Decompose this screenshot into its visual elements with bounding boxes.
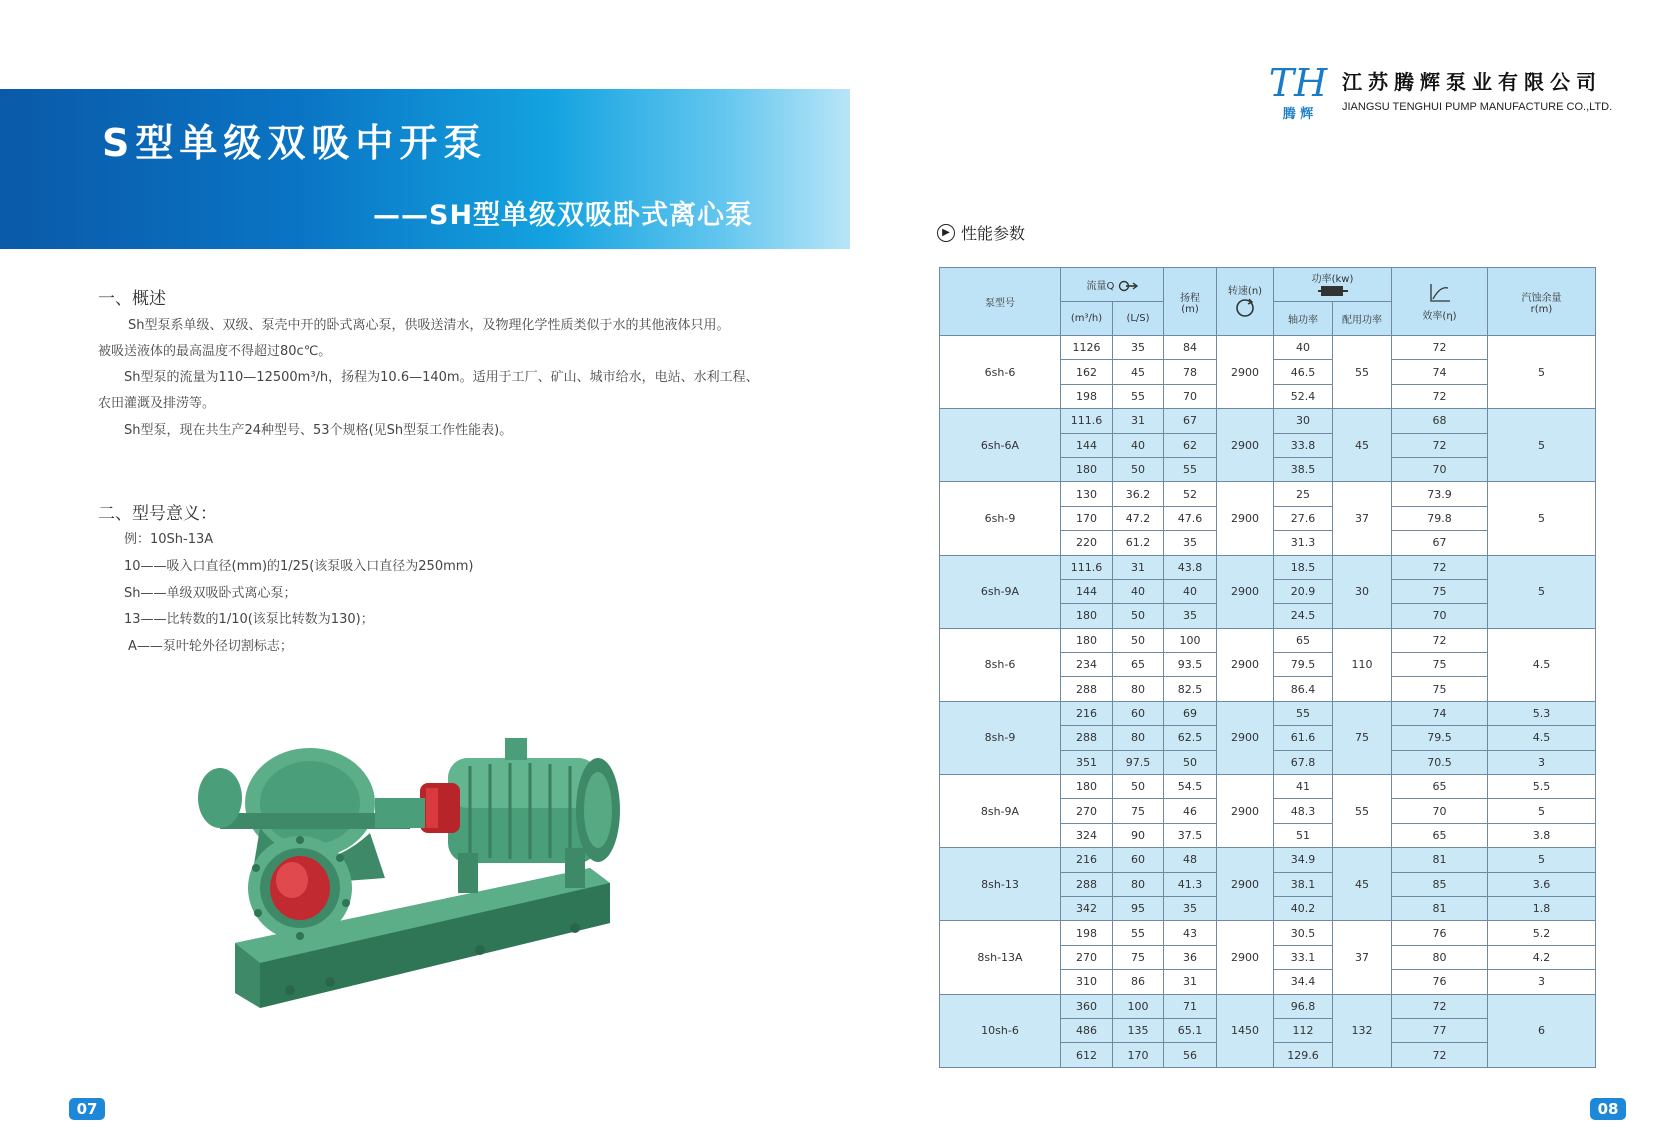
header-model: 泵型号	[940, 268, 1061, 336]
cell-shaft-power: 33.8	[1274, 433, 1333, 457]
cell-flow-ls: 45	[1113, 360, 1164, 384]
cell-head: 82.5	[1164, 677, 1217, 701]
cell-shaft-power: 31.3	[1274, 531, 1333, 555]
table-row	[940, 848, 1596, 872]
cell-efficiency: 79.5	[1392, 726, 1488, 750]
company-name-cn: 江苏腾辉泵业有限公司	[1342, 70, 1602, 94]
cell-flow-ls: 75	[1113, 945, 1164, 969]
cell-flow-ls: 170	[1113, 1043, 1164, 1067]
cell-flow-m3h: 198	[1061, 384, 1113, 408]
cell-shaft-power: 40.2	[1274, 896, 1333, 920]
cell-model: 6sh-6	[940, 336, 1061, 409]
cell-flow-ls: 50	[1113, 457, 1164, 481]
table-row	[940, 994, 1596, 1018]
cell-npsh: 3	[1488, 750, 1596, 774]
cell-shaft-power: 65	[1274, 628, 1333, 652]
cell-flow-m3h: 234	[1061, 653, 1113, 677]
cell-speed: 2900	[1217, 775, 1274, 848]
overview-line: 农田灌溉及排涝等。	[98, 396, 216, 411]
cell-flow-m3h: 612	[1061, 1043, 1113, 1067]
cell-flow-ls: 65	[1113, 653, 1164, 677]
cell-shaft-power: 41	[1274, 775, 1333, 799]
cell-flow-ls: 36.2	[1113, 482, 1164, 506]
cell-flow-ls: 75	[1113, 799, 1164, 823]
cell-flow-ls: 86	[1113, 970, 1164, 994]
cell-shaft-power: 52.4	[1274, 384, 1333, 408]
cell-head: 43.8	[1164, 555, 1217, 579]
cell-flow-m3h: 111.6	[1061, 409, 1113, 433]
efficiency-curve-icon	[1428, 282, 1452, 304]
cell-efficiency: 68	[1392, 409, 1488, 433]
cell-head: 70	[1164, 384, 1217, 408]
cell-efficiency: 65	[1392, 775, 1488, 799]
cell-flow-m3h: 162	[1061, 360, 1113, 384]
cell-shaft-power: 25	[1274, 482, 1333, 506]
cell-shaft-power: 129.6	[1274, 1043, 1333, 1067]
header-efficiency-label: 效率(η)	[1422, 310, 1457, 322]
cell-shaft-power: 33.1	[1274, 945, 1333, 969]
cell-flow-m3h: 111.6	[1061, 555, 1113, 579]
cell-npsh: 5.2	[1488, 921, 1596, 945]
cell-head: 31	[1164, 970, 1217, 994]
cell-speed: 2900	[1217, 336, 1274, 409]
cell-efficiency: 75	[1392, 579, 1488, 603]
cell-head: 69	[1164, 701, 1217, 725]
cell-flow-ls: 55	[1113, 384, 1164, 408]
table-row	[940, 921, 1596, 945]
cell-flow-ls: 31	[1113, 555, 1164, 579]
performance-section-title	[937, 221, 1025, 244]
cell-flow-m3h: 486	[1061, 1018, 1113, 1042]
cell-speed: 2900	[1217, 555, 1274, 628]
cell-npsh: 3.8	[1488, 823, 1596, 847]
cell-head: 54.5	[1164, 775, 1217, 799]
table-header	[940, 268, 1596, 336]
table-row	[940, 409, 1596, 433]
header-efficiency	[1392, 268, 1488, 336]
cell-model: 8sh-9A	[940, 775, 1061, 848]
cell-npsh: 5.3	[1488, 701, 1596, 725]
cell-npsh: 4.5	[1488, 628, 1596, 701]
cell-head: 37.5	[1164, 823, 1217, 847]
overview-heading: 一、概述	[98, 289, 166, 309]
cell-flow-m3h: 144	[1061, 579, 1113, 603]
cell-shaft-power: 24.5	[1274, 604, 1333, 628]
cell-shaft-power: 20.9	[1274, 579, 1333, 603]
cell-shaft-power: 30	[1274, 409, 1333, 433]
cell-motor-power: 45	[1333, 848, 1392, 921]
cell-efficiency: 81	[1392, 896, 1488, 920]
company-name-en: JIANGSU TENGHUI PUMP MANUFACTURE CO.,LTD.	[1342, 101, 1613, 113]
cell-head: 36	[1164, 945, 1217, 969]
cell-motor-power: 55	[1333, 775, 1392, 848]
cell-npsh: 5	[1488, 799, 1596, 823]
cell-efficiency: 80	[1392, 945, 1488, 969]
table-row	[940, 628, 1596, 652]
cell-head: 93.5	[1164, 653, 1217, 677]
cell-speed: 2900	[1217, 409, 1274, 482]
cell-flow-m3h: 180	[1061, 628, 1113, 652]
page-number-left: 07	[69, 1098, 105, 1120]
overview-line: 被吸送液体的最高温度不得超过80c℃。	[98, 344, 332, 359]
cell-model: 8sh-13A	[940, 921, 1061, 994]
cell-flow-m3h: 144	[1061, 433, 1113, 457]
header-npsh-label: 汽蚀余量	[1521, 292, 1562, 304]
cell-efficiency: 72	[1392, 555, 1488, 579]
cell-motor-power: 55	[1333, 336, 1392, 409]
cell-efficiency: 67	[1392, 531, 1488, 555]
cell-efficiency: 73.9	[1392, 482, 1488, 506]
rotation-icon	[1234, 297, 1256, 319]
cell-flow-m3h: 351	[1061, 750, 1113, 774]
page-subtitle: ——SH型单级双吸卧式离心泵	[373, 200, 754, 231]
cell-speed: 1450	[1217, 994, 1274, 1067]
cell-npsh: 1.8	[1488, 896, 1596, 920]
cell-motor-power: 45	[1333, 409, 1392, 482]
cell-motor-power: 132	[1333, 994, 1392, 1067]
cell-npsh: 5	[1488, 848, 1596, 872]
header-shaft-power: 轴功率	[1274, 302, 1333, 336]
cell-efficiency: 75	[1392, 653, 1488, 677]
cell-motor-power: 37	[1333, 921, 1392, 994]
cell-head: 48	[1164, 848, 1217, 872]
chevron-right-icon: ▶	[937, 224, 955, 242]
cell-npsh: 5.5	[1488, 775, 1596, 799]
cell-flow-ls: 50	[1113, 775, 1164, 799]
cell-shaft-power: 30.5	[1274, 921, 1333, 945]
cell-efficiency: 76	[1392, 970, 1488, 994]
cell-head: 35	[1164, 604, 1217, 628]
cell-flow-ls: 35	[1113, 336, 1164, 360]
cell-shaft-power: 40	[1274, 336, 1333, 360]
cell-npsh: 4.2	[1488, 945, 1596, 969]
cell-speed: 2900	[1217, 482, 1274, 555]
page-title: S型单级双吸中开泵	[102, 121, 488, 165]
cell-flow-ls: 80	[1113, 677, 1164, 701]
header-flow-m3h: (m³/h)	[1061, 302, 1113, 336]
cell-flow-ls: 135	[1113, 1018, 1164, 1042]
cell-flow-m3h: 198	[1061, 921, 1113, 945]
cell-flow-m3h: 130	[1061, 482, 1113, 506]
header-npsh	[1488, 268, 1596, 336]
cell-flow-ls: 60	[1113, 701, 1164, 725]
performance-title-text: 性能参数	[961, 224, 1026, 243]
cell-flow-ls: 61.2	[1113, 531, 1164, 555]
header-power-label: 功率(kw)	[1311, 273, 1354, 285]
cell-flow-ls: 50	[1113, 604, 1164, 628]
cell-shaft-power: 112	[1274, 1018, 1333, 1042]
cell-flow-m3h: 180	[1061, 775, 1113, 799]
cell-efficiency: 75	[1392, 677, 1488, 701]
cell-flow-m3h: 288	[1061, 872, 1113, 896]
cell-head: 35	[1164, 531, 1217, 555]
cell-flow-ls: 50	[1113, 628, 1164, 652]
cell-shaft-power: 46.5	[1274, 360, 1333, 384]
cell-flow-m3h: 310	[1061, 970, 1113, 994]
header-head	[1164, 268, 1217, 336]
cell-head: 67	[1164, 409, 1217, 433]
cell-efficiency: 70.5	[1392, 750, 1488, 774]
cell-head: 55	[1164, 457, 1217, 481]
cell-flow-m3h: 180	[1061, 457, 1113, 481]
model-meaning-heading: 二、型号意义：	[98, 504, 217, 524]
cell-shaft-power: 86.4	[1274, 677, 1333, 701]
cell-npsh: 3.6	[1488, 872, 1596, 896]
cell-npsh: 5	[1488, 482, 1596, 555]
table-row	[940, 555, 1596, 579]
pump-photo	[180, 728, 640, 1028]
overview-line: Sh型泵系单级、双级、泵壳中开的卧式离心泵，供吸送清水，及物理化学性质类似于水的其他液体只用。	[128, 318, 730, 333]
motor-icon	[1318, 285, 1348, 297]
cell-model: 10sh-6	[940, 994, 1061, 1067]
cell-efficiency: 65	[1392, 823, 1488, 847]
cell-efficiency: 70	[1392, 457, 1488, 481]
performance-table	[939, 267, 1596, 1068]
header-flow	[1061, 268, 1164, 302]
cell-head: 35	[1164, 896, 1217, 920]
cell-model: 6sh-9A	[940, 555, 1061, 628]
cell-head: 71	[1164, 994, 1217, 1018]
cell-flow-ls: 40	[1113, 579, 1164, 603]
company-logo	[1258, 58, 1338, 122]
cell-head: 65.1	[1164, 1018, 1217, 1042]
cell-speed: 2900	[1217, 628, 1274, 701]
cell-model: 8sh-9	[940, 701, 1061, 774]
cell-head: 62.5	[1164, 726, 1217, 750]
cell-speed: 2900	[1217, 921, 1274, 994]
cell-efficiency: 74	[1392, 701, 1488, 725]
cell-flow-m3h: 360	[1061, 994, 1113, 1018]
header-flow-label: 流量Q	[1086, 281, 1115, 292]
cell-flow-m3h: 180	[1061, 604, 1113, 628]
cell-flow-m3h: 288	[1061, 677, 1113, 701]
cell-flow-ls: 40	[1113, 433, 1164, 457]
svg-text:腾 辉: 腾 辉	[1282, 107, 1314, 122]
header-flow-ls: (L/S)	[1113, 302, 1164, 336]
cell-efficiency: 72	[1392, 1043, 1488, 1067]
model-meaning-line: 例：10Sh-13A	[124, 532, 214, 547]
model-meaning-line: Sh——单级双吸卧式离心泵；	[124, 586, 297, 601]
header-speed-label: 转速(n)	[1227, 285, 1263, 297]
table-row	[940, 775, 1596, 799]
cell-flow-ls: 90	[1113, 823, 1164, 847]
cell-flow-ls: 100	[1113, 994, 1164, 1018]
table-body	[940, 336, 1596, 1068]
cell-motor-power: 30	[1333, 555, 1392, 628]
cell-shaft-power: 38.1	[1274, 872, 1333, 896]
cell-npsh: 4.5	[1488, 726, 1596, 750]
svg-text:TH: TH	[1268, 61, 1328, 105]
header-speed	[1217, 268, 1274, 336]
cell-flow-ls: 60	[1113, 848, 1164, 872]
cell-model: 6sh-9	[940, 482, 1061, 555]
model-meaning-line: A——泵叶轮外径切割标志；	[128, 639, 293, 654]
cell-flow-m3h: 288	[1061, 726, 1113, 750]
cell-efficiency: 77	[1392, 1018, 1488, 1042]
cell-head: 43	[1164, 921, 1217, 945]
cell-efficiency: 76	[1392, 921, 1488, 945]
cell-motor-power: 110	[1333, 628, 1392, 701]
overview-line: Sh型泵的流量为110—12500m³/h，扬程为10.6—140m。适用于工厂、矿山、城市给水，电站、水利工程、	[124, 370, 759, 385]
cell-head: 40	[1164, 579, 1217, 603]
cell-head: 41.3	[1164, 872, 1217, 896]
cell-shaft-power: 38.5	[1274, 457, 1333, 481]
cell-npsh: 5	[1488, 409, 1596, 482]
cell-model: 8sh-6	[940, 628, 1061, 701]
cell-shaft-power: 48.3	[1274, 799, 1333, 823]
cell-shaft-power: 18.5	[1274, 555, 1333, 579]
cell-shaft-power: 27.6	[1274, 506, 1333, 530]
cell-flow-ls: 95	[1113, 896, 1164, 920]
cell-efficiency: 72	[1392, 384, 1488, 408]
cell-efficiency: 70	[1392, 799, 1488, 823]
cell-speed: 2900	[1217, 701, 1274, 774]
cell-efficiency: 85	[1392, 872, 1488, 896]
cell-flow-m3h: 342	[1061, 896, 1113, 920]
cell-flow-ls: 80	[1113, 726, 1164, 750]
cell-efficiency: 81	[1392, 848, 1488, 872]
cell-npsh: 5	[1488, 336, 1596, 409]
cell-efficiency: 72	[1392, 433, 1488, 457]
cell-flow-ls: 97.5	[1113, 750, 1164, 774]
cell-shaft-power: 67.8	[1274, 750, 1333, 774]
flow-icon	[1118, 280, 1138, 292]
header-head-unit: (m)	[1181, 303, 1199, 315]
cell-efficiency: 72	[1392, 628, 1488, 652]
page-number-right: 08	[1590, 1098, 1626, 1120]
overview-line: Sh型泵，现在共生产24种型号、53个规格(见Sh型泵工作性能表)。	[124, 423, 513, 438]
header-power	[1274, 268, 1392, 302]
cell-flow-ls: 55	[1113, 921, 1164, 945]
cell-efficiency: 74	[1392, 360, 1488, 384]
cell-efficiency: 79.8	[1392, 506, 1488, 530]
cell-head: 52	[1164, 482, 1217, 506]
cell-head: 62	[1164, 433, 1217, 457]
cell-speed: 2900	[1217, 848, 1274, 921]
cell-flow-m3h: 170	[1061, 506, 1113, 530]
table-row	[940, 482, 1596, 506]
cell-head: 50	[1164, 750, 1217, 774]
model-meaning-line: 13——比转数的1/10(该泵比转数为130)；	[124, 612, 374, 627]
cell-motor-power: 75	[1333, 701, 1392, 774]
cell-shaft-power: 55	[1274, 701, 1333, 725]
cell-head: 78	[1164, 360, 1217, 384]
cell-shaft-power: 61.6	[1274, 726, 1333, 750]
cell-flow-m3h: 216	[1061, 701, 1113, 725]
cell-head: 47.6	[1164, 506, 1217, 530]
cell-flow-m3h: 324	[1061, 823, 1113, 847]
cell-model: 8sh-13	[940, 848, 1061, 921]
table-row	[940, 336, 1596, 360]
cell-shaft-power: 34.4	[1274, 970, 1333, 994]
header-npsh-unit: r(m)	[1530, 303, 1553, 315]
cell-head: 46	[1164, 799, 1217, 823]
cell-shaft-power: 51	[1274, 823, 1333, 847]
cell-flow-m3h: 216	[1061, 848, 1113, 872]
cell-shaft-power: 96.8	[1274, 994, 1333, 1018]
cell-flow-ls: 80	[1113, 872, 1164, 896]
cell-npsh: 5	[1488, 555, 1596, 628]
cell-flow-m3h: 1126	[1061, 336, 1113, 360]
cell-shaft-power: 34.9	[1274, 848, 1333, 872]
header-motor-power: 配用功率	[1333, 302, 1392, 336]
cell-model: 6sh-6A	[940, 409, 1061, 482]
cell-npsh: 6	[1488, 994, 1596, 1067]
cell-flow-m3h: 270	[1061, 799, 1113, 823]
header-head-label: 扬程	[1180, 292, 1200, 304]
cell-efficiency: 72	[1392, 994, 1488, 1018]
cell-motor-power: 37	[1333, 482, 1392, 555]
cell-shaft-power: 79.5	[1274, 653, 1333, 677]
cell-npsh: 3	[1488, 970, 1596, 994]
cell-efficiency: 72	[1392, 336, 1488, 360]
cell-flow-ls: 47.2	[1113, 506, 1164, 530]
cell-flow-m3h: 220	[1061, 531, 1113, 555]
cell-head: 84	[1164, 336, 1217, 360]
cell-flow-ls: 31	[1113, 409, 1164, 433]
cell-head: 100	[1164, 628, 1217, 652]
table-row	[940, 701, 1596, 725]
cell-flow-m3h: 270	[1061, 945, 1113, 969]
cell-head: 56	[1164, 1043, 1217, 1067]
model-meaning-line: 10——吸入口直径(mm)的1/25(该泵吸入口直径为250mm)	[124, 559, 474, 574]
cell-efficiency: 70	[1392, 604, 1488, 628]
